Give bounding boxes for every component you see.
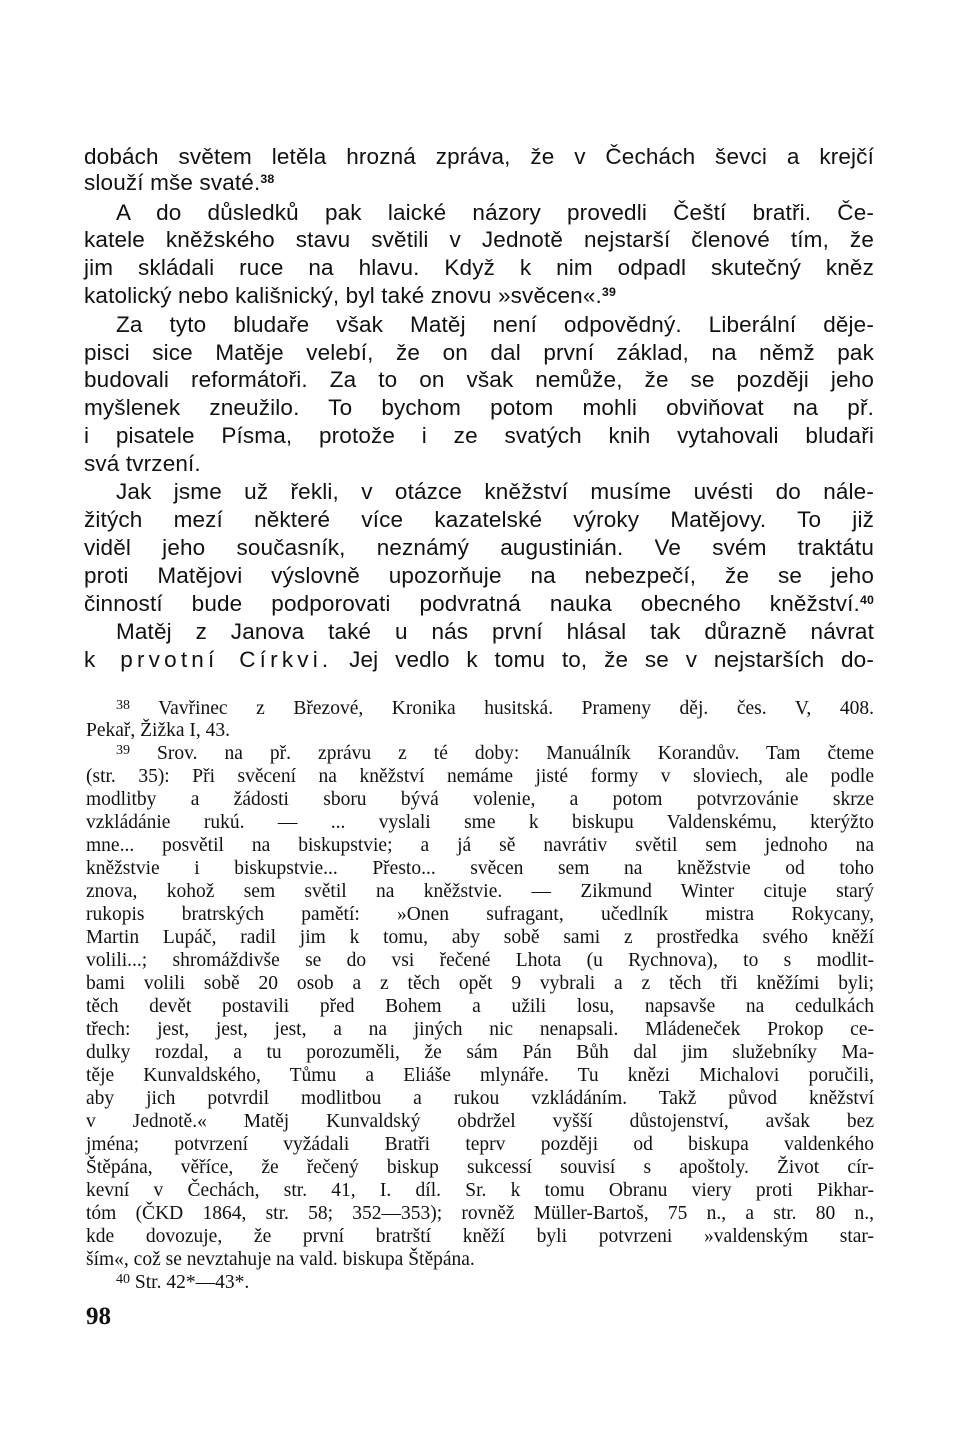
body-line: jim skládali ruce na hlavu. Když k nim odpadl skutečný kněz (84, 255, 874, 280)
footnote-line: volili...; shromáždivše se do vsi řečené Lhota (u Rychnova), to s modlit- (86, 950, 874, 971)
footnote-38 (116, 697, 874, 720)
body-line: svá tvrzení. (84, 451, 201, 476)
footnote-40 (116, 1271, 874, 1294)
body-line: myšlenek zneužilo. To bychom potom mohli obviňovat na př. (84, 395, 874, 420)
body-text: Jej vedlo k tomu to, že se v nejstarších do- (332, 647, 874, 672)
footnote-39 (116, 742, 874, 765)
body-text: činností bude podporovati podvratná nauka obecného kněžství. (84, 591, 860, 616)
footnote-line: mne... posvětil na biskupstvie; a já sě navrátiv světil sem jednoho na (86, 835, 874, 856)
footnote-ref-40: 40 (859, 592, 874, 607)
body-line: budovali reformátoři. Za to on však nemůže, že se později jeho (84, 367, 874, 392)
body-line: žitých mezí některé více kazatelské výroky Matějovy. To již (84, 507, 874, 532)
footnote-text: Vavřinec z Březové, Kronika husitská. Prameny děj. čes. V, 408. (158, 698, 874, 719)
footnote-line: ším«, což se nevztahuje na vald. biskupa Štěpána. (86, 1249, 475, 1270)
body-line: proti Matějovi výslovně upozorňuje na nebezpečí, že se jeho (84, 563, 874, 588)
footnote-line: kněžstvie i biskupstvie... Přesto... svěcen sem na kněžstvie od toho (86, 858, 874, 879)
body-line: dobách světem letěla hrozná zpráva, že v Čechách ševci a krejčí (84, 144, 874, 169)
footnote-line: Pekař, Žižka I, 43. (86, 720, 231, 741)
footnote-line: Štěpána, věříce, že řečený biskup sukcessí souvisí s apoštoly. Život cír- (86, 1157, 874, 1178)
footnote-ref-38: 38 (260, 171, 275, 186)
footnote-line: těje Kunvaldského, Tůmu a Eliáše mlynáře. Tu knězi Michalovi poručili, (86, 1065, 874, 1086)
footnote-line: bami volili sobě 20 osob a z těch opět 9 vybrali a z těch tři kněžími byli; (86, 973, 874, 994)
footnote-text: Srov. na př. zprávu z té doby: Manuálník Korandův. Tam čteme (157, 743, 874, 764)
body-line: Matěj z Janova také u nás první hlásal tak důrazně návrat (116, 619, 874, 644)
body-line: katele kněžského stavu světili v Jednotě nejstarší členové tím, že (84, 227, 874, 252)
footnote-line: tóm (ČKD 1864, str. 58; 352—353); rovněž Müller-Bartoš, 75 n., a str. 80 n., (86, 1203, 874, 1224)
body-line (84, 645, 874, 675)
body-text: katolický nebo kališnický, byl také znovu »svěcen«. (84, 283, 602, 308)
footnote-line: (str. 35): Při svěcení na kněžství nemáme jisté formy v sloviech, ale podle (86, 766, 874, 787)
footnote-line: kevní v Čechách, str. 41, I. díl. Sr. k tomu Obranu viery proti Pikhar- (86, 1180, 874, 1201)
body-line: viděl jeho současník, neznámý augustinián. Ve svém traktátu (84, 535, 874, 560)
body-line (84, 589, 874, 619)
body-line: pisci sice Matěje velebí, že on dal první základ, na němž pak (84, 340, 874, 365)
footnote-ref-39: 39 (601, 284, 616, 299)
body-line (84, 168, 874, 198)
footnote-line: Martin Lupáč, radil jim k tomu, aby sobě sami z prostředka svého kněží (86, 927, 874, 948)
footnote-line: dulky rozdal, a tu porozuměli, že sám Pán Bůh dal jim služebníky Ma- (86, 1042, 874, 1063)
footnote-marker: 40 (116, 1271, 131, 1288)
footnote-line: modlitby a žádosti sboru bývá volenie, a potom potvrzovánie skrze (86, 789, 874, 810)
footnote-marker: 38 (116, 697, 131, 714)
footnote-line: znova, kohož sem světil na kněžstvie. — Zikmund Winter cituje starý (86, 881, 874, 902)
footnote-line: aby jich potvrdil modlitbou a rukou vzkládáním. Takž původ kněžství (86, 1088, 874, 1109)
page-number: 98 (86, 1303, 111, 1330)
footnote-line: kde dovozuje, že první bratrští kněží byli potvrzeni »valdenským star- (86, 1226, 874, 1247)
footnote-text: Str. 42*—43*. (134, 1272, 250, 1293)
footnote-line: vzkládánie rukú. — ... vyslali sme k biskupu Valdenskému, kterýžto (86, 812, 874, 833)
footnote-marker: 39 (116, 742, 131, 759)
footnote-line: těch devět postavili před Bohem a užili losu, napsavše na cedulkách (86, 996, 874, 1017)
body-line: Za tyto bludaře však Matěj není odpovědný. Liberální děje- (116, 312, 874, 337)
body-text: slouží mše svaté. (84, 170, 261, 195)
footnote-line: rukopis bratrských pamětí: »Onen sufragant, učedlník mistra Rokycany, (86, 904, 874, 925)
body-line: Jak jsme už řekli, v otázce kněžství musíme uvésti do nále- (116, 479, 874, 504)
emphasis-spaced-text: k prvotní Církvi. (84, 647, 333, 672)
footnote-line: v Jednotě.« Matěj Kunvaldský obdržel vyšší důstojenství, avšak bez (86, 1111, 874, 1132)
body-line: A do důsledků pak laické názory provedli Čeští bratři. Če- (116, 200, 874, 225)
body-line (84, 281, 874, 311)
body-line: i pisatele Písma, protože i ze svatých knih vytahovali bludaři (84, 423, 874, 448)
footnote-line: jména; potvrzení vyžádali Bratři teprv později od biskupa valdenkého (86, 1134, 874, 1155)
footnote-line: třech: jest, jest, jest, a na jiných nic nenapsali. Mládeneček Prokop ce- (86, 1019, 874, 1040)
